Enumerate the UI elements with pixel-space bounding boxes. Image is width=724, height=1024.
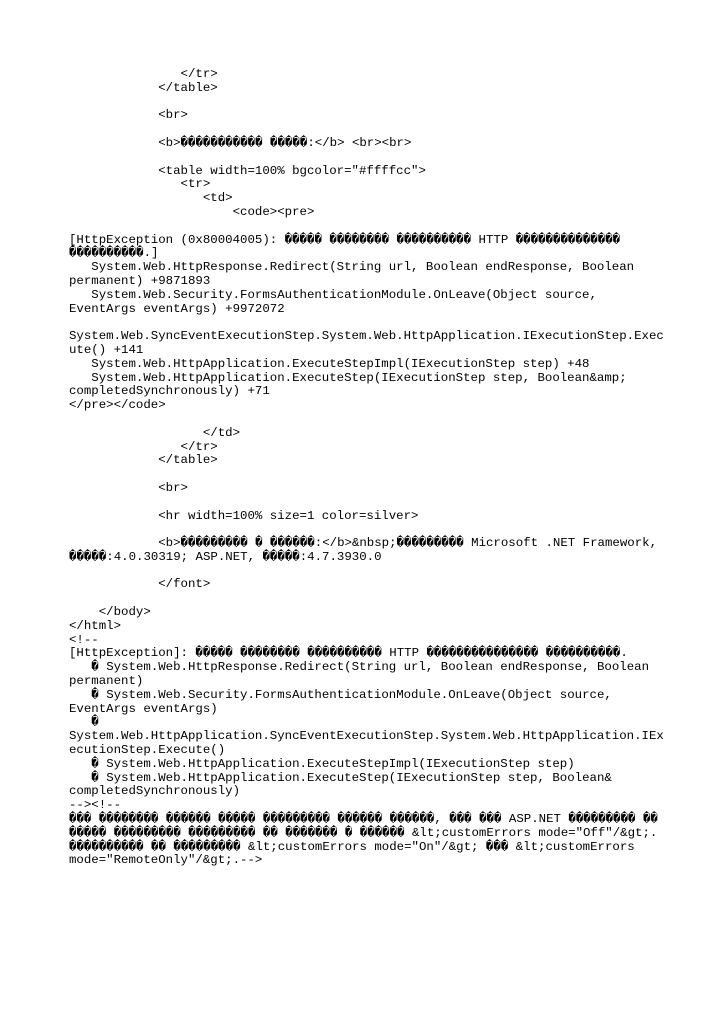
text-line: <td> (69, 191, 233, 206)
text-line: System.Web.HttpApplication.ExecuteStepImpl(IExecutionStep step) +48 (69, 356, 590, 371)
text-line: System.Web.Security.FormsAuthenticationModule.OnLeave(Object source, (69, 287, 597, 302)
text-line: ����� ��������� ��������� �� ������� � ������ &lt;customErrors mode="Off"/&gt;. (69, 825, 658, 840)
text-line: permanent) +9871893 (69, 273, 211, 288)
text-line: </html> (69, 618, 122, 633)
text-line: permanent) (69, 674, 144, 689)
text-line: EventArgs eventArgs) (69, 701, 218, 716)
text-line: System.Web.HttpResponse.Redirect(String url, Boolean endResponse, Boolean (69, 260, 635, 275)
text-line: � System.Web.HttpResponse.Redirect(String url, Boolean endResponse, Boolean (69, 660, 650, 675)
text-line: System.Web.HttpApplication.SyncEventExecutionStep.System.Web.HttpApplication.IEx (69, 729, 664, 744)
text-line: </table> (69, 80, 218, 95)
text-line: � System.Web.HttpApplication.ExecuteStepImpl(IExecutionStep step) (69, 756, 575, 771)
text-line: � (69, 715, 99, 730)
text-line: <b>����������� �����:</b> <br><br> (69, 135, 412, 150)
text-line (69, 413, 669, 427)
text-line (69, 316, 669, 330)
text-line: </font> (69, 577, 211, 592)
text-line: ��� �������� ������ ����� ��������� ������ ������, ��� ��� ASP.NET ��������� �� (69, 812, 658, 827)
text-line (69, 220, 669, 234)
text-line: [HttpException]: ����� �������� ���������� HTTP ��������������� ����������. (69, 646, 628, 661)
text-line: <!-- (69, 632, 99, 647)
text-line: --><!-- (69, 798, 122, 813)
text-line: </td> (69, 425, 241, 440)
text-line: </pre></code> (69, 398, 166, 413)
text-line: </body> (69, 605, 151, 620)
text-line: </tr> (69, 439, 218, 454)
text-line: System.Web.HttpApplication.ExecuteStep(IExecutionStep step, Boolean&amp; (69, 370, 627, 385)
text-line (69, 123, 669, 137)
text-line (69, 151, 669, 165)
text-line: completedSynchronously) (69, 784, 241, 799)
source-text-page (69, 68, 669, 868)
text-line: <code><pre> (69, 204, 315, 219)
text-line (69, 96, 669, 110)
text-line: ecutionStep.Execute() (69, 743, 226, 758)
text-line: <tr> (69, 177, 211, 192)
text-line: ���������� �� ��������� &lt;customErrors mode="On"/&gt; ��� &lt;customErrors (69, 839, 635, 854)
text-line: �����:4.0.30319; ASP.NET, �����:4.7.3930.0 (69, 549, 382, 564)
text-line: <br> (69, 480, 188, 495)
text-line: </table> (69, 453, 218, 468)
text-line (69, 592, 669, 606)
text-line: ����������.] (69, 246, 159, 261)
text-line (69, 468, 669, 482)
text-line: <table width=100% bgcolor="#ffffcc"> (69, 163, 426, 178)
text-line: <hr width=100% size=1 color=silver> (69, 508, 419, 523)
text-line: mode="RemoteOnly"/&gt;.--> (69, 853, 263, 868)
text-line: completedSynchronously) +71 (69, 384, 270, 399)
text-line: ute() +141 (69, 342, 144, 357)
text-line: </tr> (69, 67, 218, 81)
text-line: <b>��������� � ������:</b>&nbsp;��������� Microsoft .NET Framework, (69, 536, 658, 551)
text-line: EventArgs eventArgs) +9972072 (69, 301, 285, 316)
text-line (69, 496, 669, 510)
text-line (69, 565, 669, 579)
text-line: <br> (69, 108, 188, 123)
text-line: System.Web.SyncEventExecutionStep.System.Web.HttpApplication.IExecutionStep.Exec (69, 329, 664, 344)
text-line: � System.Web.HttpApplication.ExecuteStep(IExecutionStep step, Boolean& (69, 770, 612, 785)
text-line: [HttpException (0x80004005): ����� �������� ���������� HTTP �������������� (69, 232, 621, 247)
text-line: � System.Web.Security.FormsAuthenticationModule.OnLeave(Object source, (69, 687, 612, 702)
